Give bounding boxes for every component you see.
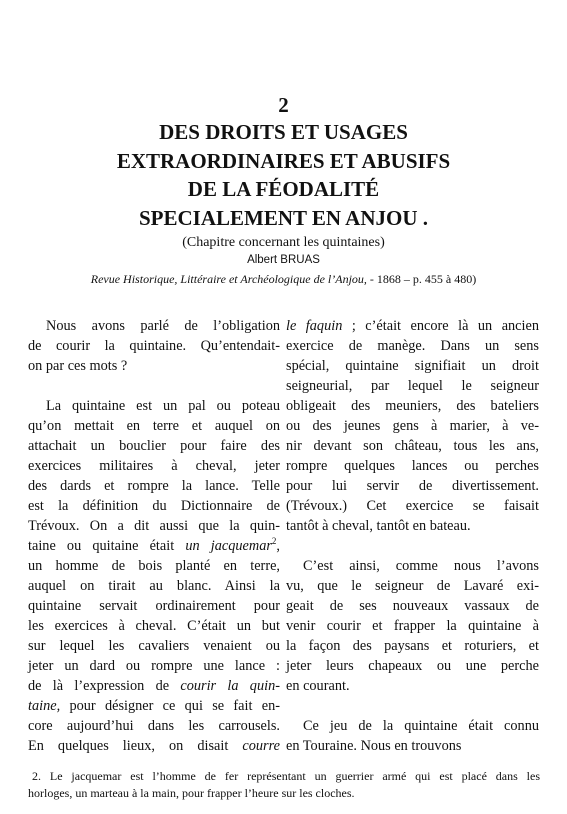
text-line: ou des jeunes gens à marier, à ve- [286,418,539,434]
text-line: exercices militaires à cheval, jeter [28,458,280,474]
footnote-line: horloges, un marteau à la main, pour frapper l’heure sur les cloches. [28,786,355,800]
text-line: en courant. [286,678,350,694]
text-line: core aujourd’hui dans les carrousels. [28,718,280,734]
text-run: taine ou quitaine était [28,538,186,554]
paragraph [286,316,539,536]
text-line: rompre quelques lances ou perches [286,458,539,474]
text-line [28,536,280,556]
title-line: SPECIALEMENT EN ANJOU . [139,205,428,230]
text-line [28,696,280,716]
text-line: La quintaine est un pal ou poteau [46,398,280,414]
title-line: DES DROITS ET USAGES [159,120,408,144]
text-line: auquel on tirait au blanc. Ainsi la [28,578,280,594]
paragraph-gap [286,536,539,556]
italic-term: taine, [28,698,61,714]
text-line: pour lui servir de divertissement. [286,478,539,494]
text-line: seigneurial, par lequel le seigneur [286,378,539,394]
text-line: la façon des paysans et roturiers, et [286,638,539,654]
text-line: attachait un bouclier pour faire des [28,438,280,454]
left-column [28,316,280,756]
text-line: un homme de bois planté en terre, [28,558,280,574]
text-line: Ce jeu de la quintaine était connu [303,718,539,734]
right-column [286,316,539,756]
text-line: nir devant son château, tous les ans, [286,438,539,454]
text-run: , [276,538,280,554]
paragraph [286,716,539,756]
paragraph-gap [286,696,539,716]
text-line: jeter un dard ou rompre une lance : [28,658,280,674]
citation-reference: - 1868 – p. 455 à 480) [366,272,477,286]
title-line: EXTRAORDINAIRES ET ABUSIFS [116,148,451,173]
italic-term: le faquin [286,318,343,334]
italic-term: courre [242,738,280,754]
italic-term: un jacquemar [185,538,272,554]
text-line: des dards et rompre la lance. Telle [28,478,280,494]
paragraph [28,316,280,376]
text-line [286,316,539,336]
text-run: ; c’était encore là un ancien [342,318,539,334]
paragraph-gap [28,376,280,396]
chapter-number: 2 [278,93,289,117]
text-line: geait de ses nouveaux vassaux de [286,598,539,614]
text-line: exercice de manège. Dans un sens [286,338,539,354]
author: Albert BRUAS [247,254,320,266]
text-line: vu, que le seigneur de Lavaré exi- [286,578,539,594]
text-line: (Trévoux.) Cet exercice se faisait [286,498,539,514]
title-line: DE LA FÉODALITÉ [187,177,380,201]
paragraph [28,396,280,756]
chapter-title [20,118,547,232]
text-line: qu’on mettait en terre et auquel on [28,418,280,434]
text-line: tantôt à cheval, tantôt en bateau. [286,518,471,534]
text-line: sur lequel les cavaliers venaient ou [28,638,280,654]
paragraph [286,556,539,696]
text-line: Trévoux. On a dit aussi que la quin- [28,518,280,534]
footnote-marker: 2 [271,536,277,547]
source-citation [0,272,567,287]
text-line: spécial, quintaine signifiait un droit [286,358,539,374]
italic-term: courir la quin- [180,678,280,694]
text-run: pour désigner ce qui se fait en- [60,698,280,714]
text-line: venir courir et frapper la quintaine à [286,618,539,634]
text-line [28,736,280,756]
text-line: quintaine servait ordinairement pour [28,598,280,614]
text-run: En quelques lieux, on disait [28,738,243,754]
text-line: Nous avons parlé de l’obligation [46,318,280,334]
journal-name: Revue Historique, Littéraire et Archéologique de l’Anjou, [90,272,367,286]
footnote-line: 2. Le jacquemar est l’homme de fer représentant un guerrier armé qui est placé dans les [32,769,540,783]
text-line: C’est ainsi, comme nous l’avons [303,558,539,574]
text-line: en Touraine. Nous en trouvons [286,738,462,754]
text-line: obligeait des meuniers, des bateliers [286,398,539,414]
text-run: de là l’expression de [28,678,181,694]
text-line: est la définition du Dictionnaire de [28,498,280,514]
text-line: de courir la quintaine. Qu’entendait- [28,338,280,354]
footnote [28,768,540,802]
text-line: les exercices à cheval. C’était un but [28,618,280,634]
text-line: on par ces mots ? [28,358,128,374]
text-line: jeter leurs chapeaux ou une perche [286,658,539,674]
subtitle: (Chapitre concernant les quintaines) [182,235,385,250]
text-line [28,676,280,696]
